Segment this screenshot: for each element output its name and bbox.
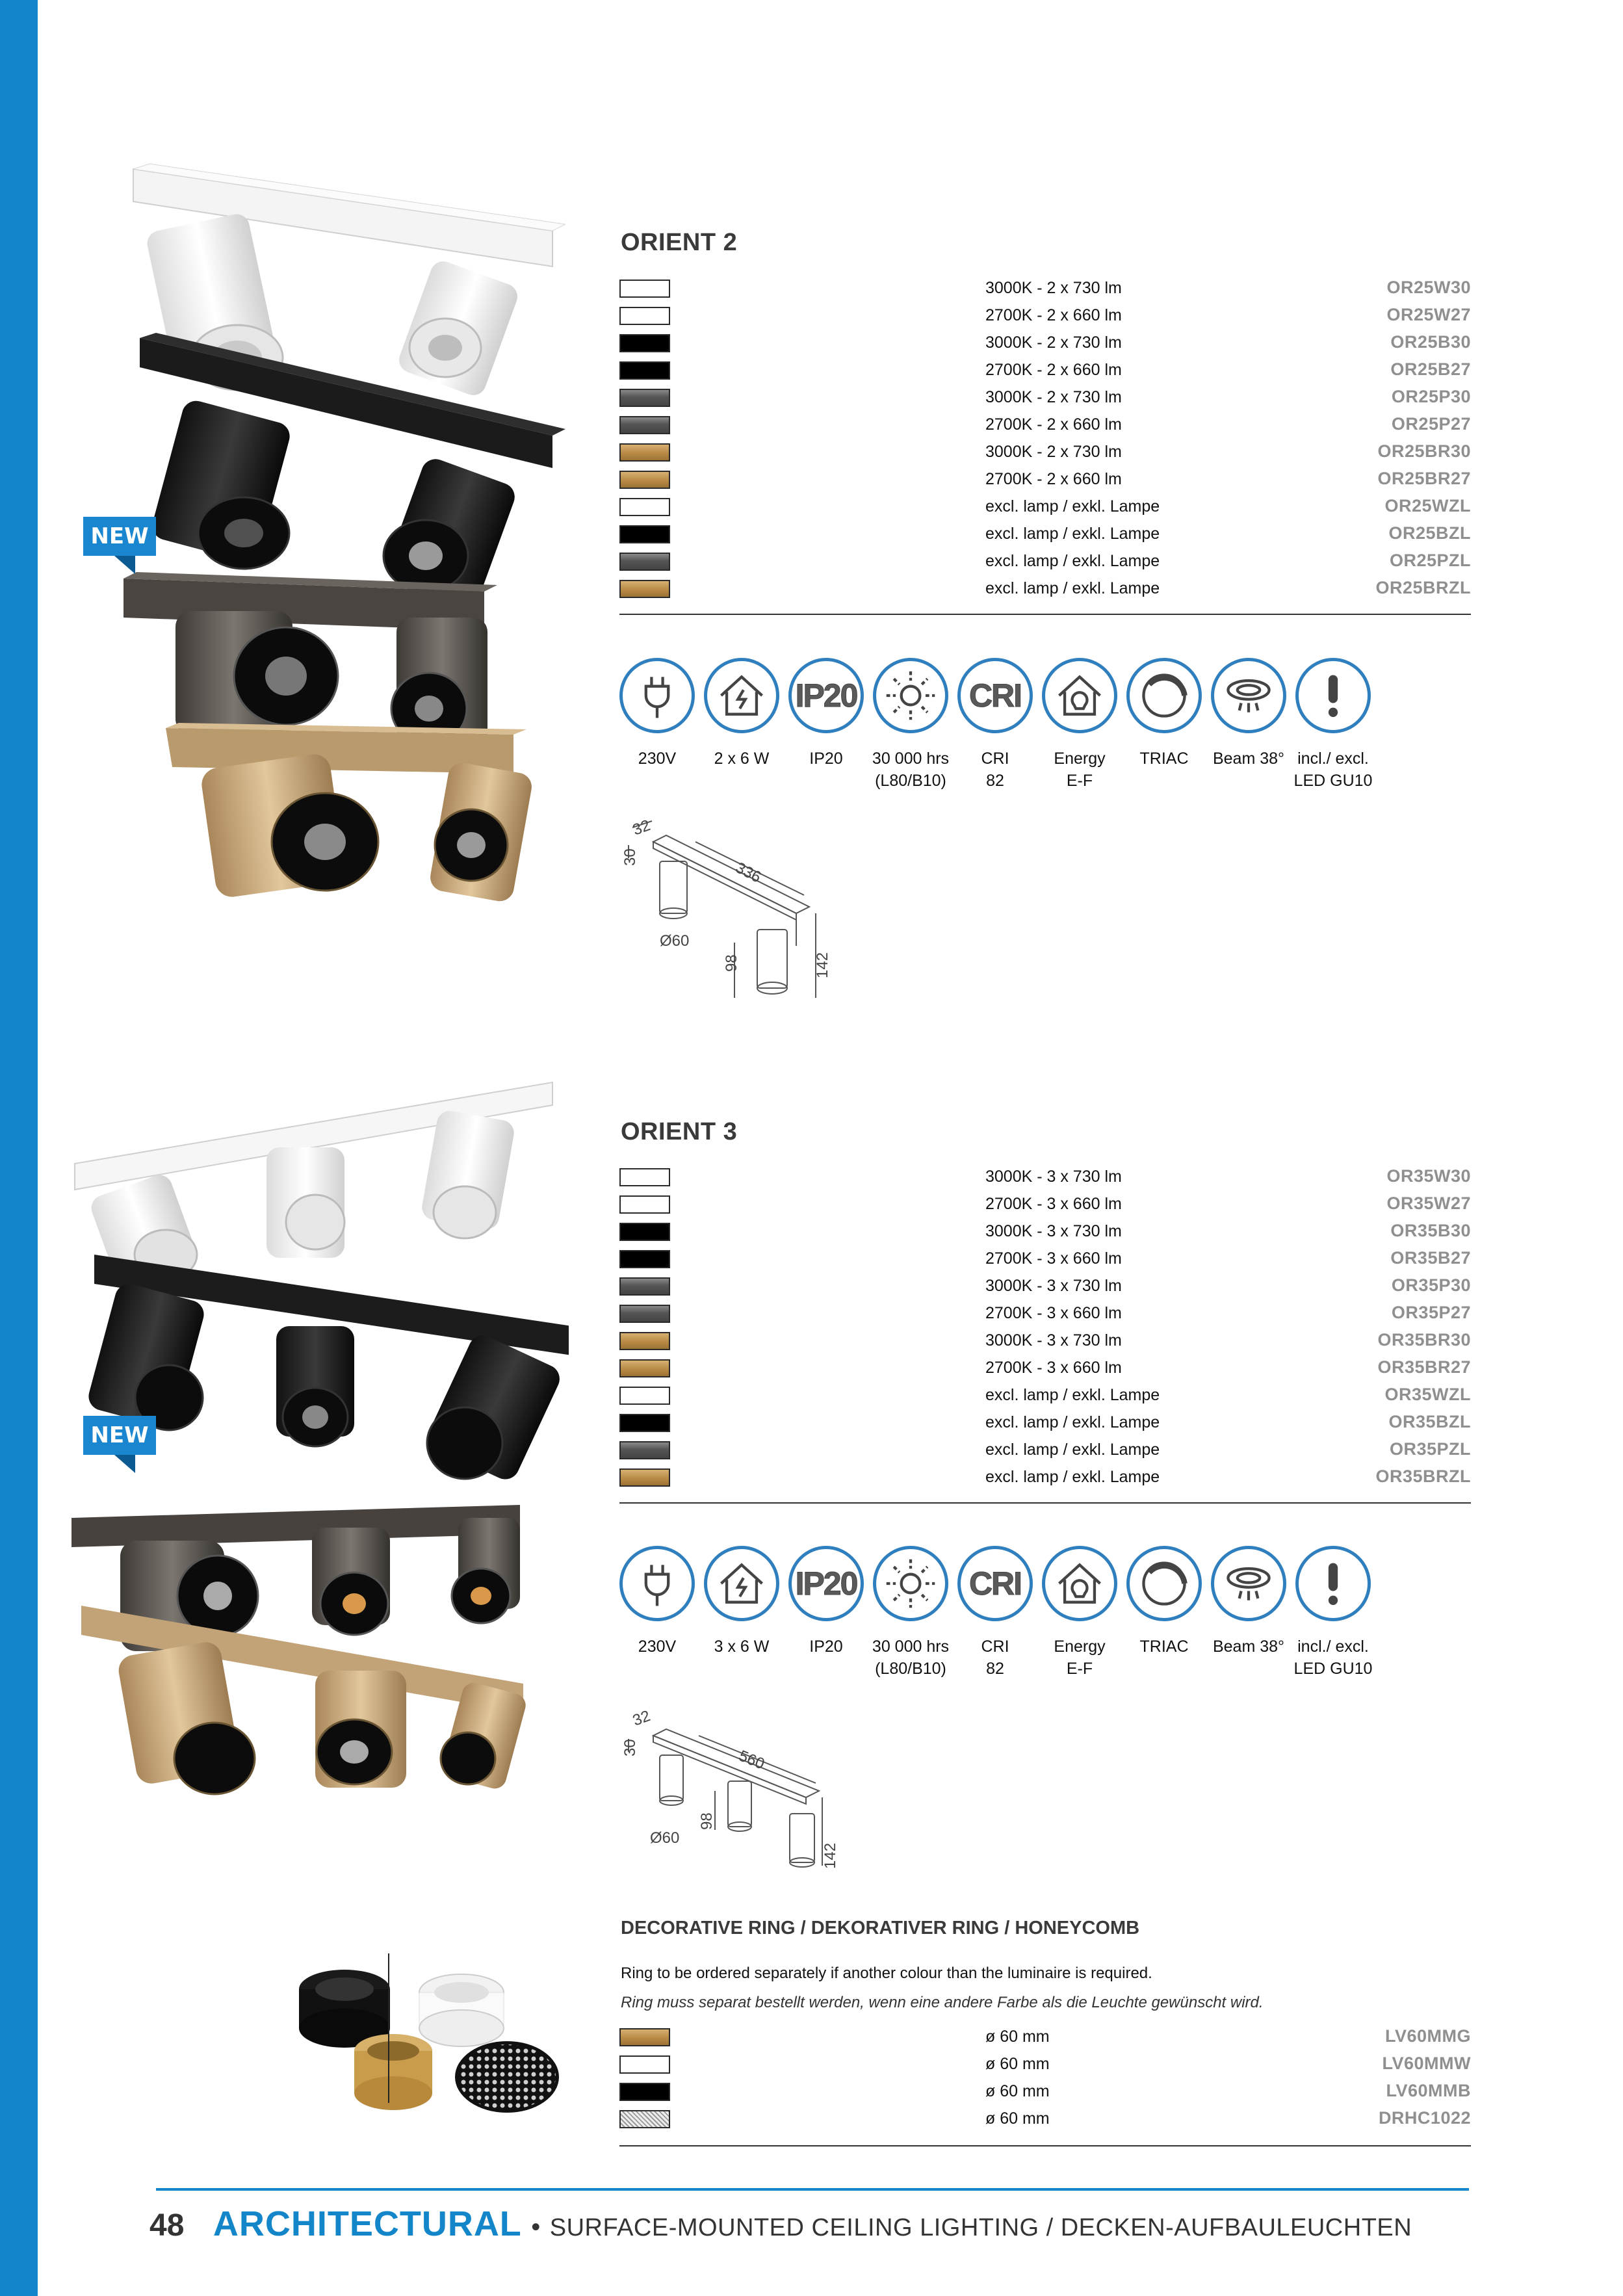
rings-note-english: Ring to be ordered separately if another colour than the luminaire is required.	[621, 1964, 1152, 1982]
color-swatch-white	[619, 307, 670, 325]
product-row	[619, 1220, 1471, 1247]
product-description: 2700K - 2 x 660 lm	[985, 470, 1122, 488]
spec-label	[946, 1636, 1044, 1680]
rings-divider	[619, 2145, 1471, 2146]
orient2-product-photo	[110, 163, 565, 904]
decorative-rings-photo	[296, 1953, 569, 2122]
product-row	[619, 2025, 1471, 2052]
ip20-icon	[788, 1546, 864, 1621]
color-swatch-grey	[619, 1277, 670, 1296]
product-description: 3000K - 2 x 730 lm	[985, 388, 1122, 406]
rings-title: DECORATIVE RING / DEKORATIVER RING / HONEYCOMB	[621, 1918, 1140, 1938]
rings-product-table	[619, 2025, 1471, 2134]
product-code: OR25BR27	[1377, 469, 1471, 488]
spec-label	[1284, 748, 1382, 792]
product-description: 2700K - 3 x 660 lm	[985, 1249, 1122, 1268]
orient2-dim-30: 30	[621, 848, 639, 866]
spec-label-line1: IP20	[809, 1637, 843, 1656]
product-description: 3000K - 2 x 730 lm	[985, 279, 1122, 297]
spec-label	[1031, 1636, 1128, 1680]
color-swatch-mesh	[619, 2110, 670, 2128]
orient3-product-table	[619, 1165, 1471, 1493]
product-description: 2700K - 2 x 660 lm	[985, 361, 1122, 379]
color-swatch-black	[619, 1414, 670, 1432]
spec-label-line2: LED GU10	[1293, 772, 1373, 790]
spec-label	[1284, 1636, 1382, 1680]
ip20-icon	[788, 658, 864, 733]
spec-label	[608, 1636, 706, 1658]
orient3-spec-icons	[619, 1546, 1399, 1682]
spec-label-line2: 82	[986, 772, 1004, 790]
product-description: ø 60 mm	[985, 2055, 1050, 2073]
spec-label-line2: 82	[986, 1660, 1004, 1678]
plug-icon	[619, 1546, 695, 1621]
spec-label-line2: (L80/B10)	[875, 1660, 946, 1678]
spec-label-line1: IP20	[809, 750, 843, 768]
product-row	[619, 577, 1471, 604]
orient3-dim-98: 98	[698, 1812, 716, 1830]
new-badge-fold	[114, 1455, 135, 1473]
rings-note-german: Ring muss separat bestellt werden, wenn eine andere Farbe als die Leuchte gewünscht wird.	[621, 1994, 1264, 2011]
new-badge-label: NEW	[83, 517, 156, 556]
icon-text: CRI	[968, 677, 1022, 714]
color-swatch-white	[619, 1387, 670, 1405]
product-description: 3000K - 3 x 730 lm	[985, 1277, 1122, 1295]
color-swatch-brass	[619, 1332, 670, 1350]
color-swatch-black	[619, 1250, 670, 1268]
orient2-product-table	[619, 276, 1471, 604]
product-row	[619, 358, 1471, 385]
spec-label-line1: Beam 38°	[1212, 750, 1285, 768]
orient3-divider	[619, 1502, 1471, 1504]
product-description: 3000K - 2 x 730 lm	[985, 333, 1122, 352]
product-row	[619, 1329, 1471, 1356]
color-swatch-white	[619, 498, 670, 516]
product-description: 2700K - 3 x 660 lm	[985, 1359, 1122, 1377]
product-row	[619, 549, 1471, 577]
product-description: excl. lamp / exkl. Lampe	[985, 1413, 1160, 1431]
spec-label	[862, 748, 959, 792]
orient2-dim-336: 336	[733, 859, 764, 887]
product-row	[619, 2080, 1471, 2107]
spec-label-line1: 3 x 6 W	[714, 1637, 770, 1656]
product-row	[619, 1301, 1471, 1329]
product-row	[619, 522, 1471, 549]
color-swatch-grey	[619, 416, 670, 434]
product-row	[619, 2107, 1471, 2134]
orient3-dim-560: 560	[736, 1747, 767, 1773]
product-code: DRHC1022	[1378, 2108, 1471, 2128]
exclamation-icon	[1295, 658, 1371, 733]
product-row	[619, 385, 1471, 413]
new-badge-orient3	[83, 1416, 156, 1474]
spec-label-line1: TRIAC	[1139, 1637, 1189, 1656]
new-badge-fold	[114, 556, 135, 574]
product-row	[619, 1247, 1471, 1274]
product-description: 2700K - 2 x 660 lm	[985, 306, 1122, 324]
product-code: OR35BR27	[1377, 1357, 1471, 1377]
product-code: OR25WZL	[1384, 496, 1471, 515]
product-code: OR35B27	[1390, 1248, 1471, 1268]
side-color-bar	[0, 0, 38, 2296]
product-code: OR35P30	[1391, 1275, 1471, 1295]
spec-label-line2: E-F	[1066, 1660, 1093, 1678]
product-row	[619, 1356, 1471, 1383]
product-row	[619, 1438, 1471, 1465]
spec-label-line2: LED GU10	[1293, 1660, 1373, 1678]
product-code: LV60MMW	[1382, 2054, 1471, 2073]
orient2-divider	[619, 614, 1471, 615]
spec-label	[693, 1636, 790, 1658]
product-code: OR35WZL	[1384, 1385, 1471, 1404]
color-swatch-brass	[619, 471, 670, 489]
product-description: 2700K - 2 x 660 lm	[985, 415, 1122, 434]
spec-label-line1: 30 000 hrs	[872, 750, 950, 768]
color-swatch-brass	[619, 443, 670, 462]
product-code: OR25P30	[1391, 387, 1471, 406]
product-row	[619, 413, 1471, 440]
product-code: OR35BZL	[1388, 1412, 1471, 1431]
product-row	[619, 1192, 1471, 1220]
color-swatch-brass	[619, 1359, 670, 1377]
product-code: OR25P27	[1391, 414, 1471, 434]
spec-label-line1: CRI	[981, 1637, 1009, 1656]
product-code: OR25B27	[1390, 359, 1471, 379]
spec-label-line1: Energy	[1054, 750, 1106, 768]
spec-label	[1031, 748, 1128, 792]
cri-icon	[957, 1546, 1033, 1621]
product-description: 3000K - 2 x 730 lm	[985, 443, 1122, 461]
product-code: OR35W30	[1386, 1166, 1471, 1186]
product-row	[619, 440, 1471, 467]
plug-icon	[619, 658, 695, 733]
color-swatch-grey	[619, 1441, 670, 1459]
product-row	[619, 1274, 1471, 1301]
color-swatch-black	[619, 361, 670, 380]
cri-icon	[957, 658, 1033, 733]
color-swatch-black	[619, 525, 670, 543]
product-description: 2700K - 3 x 660 lm	[985, 1304, 1122, 1322]
spec-label-line1: TRIAC	[1139, 750, 1189, 768]
spec-label	[1200, 1636, 1297, 1658]
product-code: OR25B30	[1390, 332, 1471, 352]
spec-label	[862, 1636, 959, 1680]
spec-label-line1: incl./ excl.	[1297, 750, 1369, 768]
spec-label	[1115, 748, 1213, 770]
product-code: OR35PZL	[1389, 1439, 1471, 1459]
product-description: excl. lamp / exkl. Lampe	[985, 497, 1160, 515]
product-code: OR35W27	[1386, 1194, 1471, 1213]
spec-label-line1: 230V	[638, 750, 677, 768]
product-code: OR35B30	[1390, 1221, 1471, 1240]
spec-label-line1: CRI	[981, 750, 1009, 768]
product-code: OR25W30	[1386, 278, 1471, 297]
orient3-dim-142: 142	[822, 1842, 839, 1869]
product-row	[619, 276, 1471, 304]
icon-text: IP20	[795, 1565, 857, 1602]
product-row	[619, 1165, 1471, 1192]
color-swatch-brass	[619, 580, 670, 598]
orient3-title: ORIENT 3	[621, 1118, 738, 1145]
color-swatch-black	[619, 2083, 670, 2101]
product-row	[619, 1465, 1471, 1493]
product-description: ø 60 mm	[985, 2028, 1050, 2046]
spec-label-line2: E-F	[1066, 772, 1093, 790]
product-row	[619, 1383, 1471, 1411]
sun-lifetime-icon	[873, 1546, 948, 1621]
color-swatch-black	[619, 1223, 670, 1241]
product-code: OR35BRZL	[1375, 1467, 1471, 1486]
spec-label-line1: 30 000 hrs	[872, 1637, 950, 1656]
spec-label-line1: Energy	[1054, 1637, 1106, 1656]
product-code: OR35P27	[1391, 1303, 1471, 1322]
spec-label	[608, 748, 706, 770]
orient2-dim-98: 98	[723, 954, 740, 972]
spec-label-line1: Beam 38°	[1212, 1637, 1285, 1656]
product-description: 3000K - 3 x 730 lm	[985, 1222, 1122, 1240]
spec-label-line2: (L80/B10)	[875, 772, 946, 790]
color-swatch-brass	[619, 1468, 670, 1487]
product-description: excl. lamp / exkl. Lampe	[985, 552, 1160, 570]
color-swatch-white	[619, 1195, 670, 1214]
orient3-dim-30: 30	[621, 1739, 639, 1756]
product-description: excl. lamp / exkl. Lampe	[985, 579, 1160, 597]
spec-label	[693, 748, 790, 770]
beam-angle-icon	[1211, 1546, 1286, 1621]
spec-label	[777, 1636, 875, 1658]
house-power-icon	[704, 658, 779, 733]
footer-rule	[156, 2188, 1469, 2191]
color-swatch-grey	[619, 1305, 670, 1323]
new-badge-label: NEW	[83, 1416, 156, 1455]
triac-dimmer-icon	[1126, 658, 1202, 733]
spec-label-line1: incl./ excl.	[1297, 1637, 1369, 1656]
triac-dimmer-icon	[1126, 1546, 1202, 1621]
color-swatch-brass	[619, 2028, 670, 2046]
product-code: OR25BRZL	[1375, 578, 1471, 597]
icon-text: IP20	[795, 677, 857, 714]
orient2-title: ORIENT 2	[621, 229, 738, 256]
product-code: OR25PZL	[1389, 551, 1471, 570]
color-swatch-black	[619, 334, 670, 352]
color-swatch-grey	[619, 389, 670, 407]
beam-angle-icon	[1211, 658, 1286, 733]
product-description: 2700K - 3 x 660 lm	[985, 1195, 1122, 1213]
product-row	[619, 304, 1471, 331]
product-code: LV60MMG	[1384, 2026, 1471, 2046]
product-description: excl. lamp / exkl. Lampe	[985, 525, 1160, 543]
spec-label-line1: 230V	[638, 1637, 677, 1656]
color-swatch-white	[619, 280, 670, 298]
icon-text: CRI	[968, 1565, 1022, 1602]
product-description: 3000K - 3 x 730 lm	[985, 1168, 1122, 1186]
spec-label	[1200, 748, 1297, 770]
spec-label	[1115, 1636, 1213, 1658]
product-code: OR25W27	[1386, 305, 1471, 324]
orient2-dim-diameter: Ø60	[660, 932, 690, 950]
house-energy-icon	[1042, 1546, 1117, 1621]
new-badge-orient2	[83, 517, 156, 575]
orient3-dimension-drawing	[621, 1700, 868, 1888]
product-description: ø 60 mm	[985, 2109, 1050, 2128]
page-number: 48	[149, 2208, 185, 2243]
product-code: OR25BR30	[1377, 441, 1471, 461]
product-row	[619, 2052, 1471, 2080]
orient2-dim-142: 142	[814, 952, 831, 978]
product-code: LV60MMB	[1386, 2081, 1471, 2100]
product-row	[619, 331, 1471, 358]
footer-bullet: •	[531, 2213, 541, 2241]
house-power-icon	[704, 1546, 779, 1621]
color-swatch-grey	[619, 553, 670, 571]
color-swatch-white	[619, 2055, 670, 2074]
product-description: ø 60 mm	[985, 2082, 1050, 2100]
product-code: OR25BZL	[1388, 523, 1471, 543]
product-description: excl. lamp / exkl. Lampe	[985, 1386, 1160, 1404]
exclamation-icon	[1295, 1546, 1371, 1621]
sun-lifetime-icon	[873, 658, 948, 733]
product-description: 3000K - 3 x 730 lm	[985, 1331, 1122, 1350]
orient3-dim-diameter: Ø60	[650, 1829, 680, 1847]
spec-label	[777, 748, 875, 770]
page-footer	[149, 2204, 1412, 2244]
color-swatch-white	[619, 1168, 670, 1186]
product-row	[619, 467, 1471, 495]
product-row	[619, 1411, 1471, 1438]
orient2-spec-icons	[619, 658, 1399, 794]
product-description: excl. lamp / exkl. Lampe	[985, 1441, 1160, 1459]
spec-label	[946, 748, 1044, 792]
product-description: excl. lamp / exkl. Lampe	[985, 1468, 1160, 1486]
product-code: OR35BR30	[1377, 1330, 1471, 1350]
orient2-dim-32: 32	[630, 816, 653, 839]
orient2-dimension-drawing	[621, 816, 842, 1011]
product-row	[619, 495, 1471, 522]
spec-label-line1: 2 x 6 W	[714, 750, 770, 768]
footer-subtitle: SURFACE-MOUNTED CEILING LIGHTING / DECKEN-AUFBAULEUCHTEN	[549, 2214, 1412, 2241]
orient3-dim-32: 32	[630, 1707, 653, 1730]
house-energy-icon	[1042, 658, 1117, 733]
footer-category: ARCHITECTURAL	[213, 2204, 522, 2243]
